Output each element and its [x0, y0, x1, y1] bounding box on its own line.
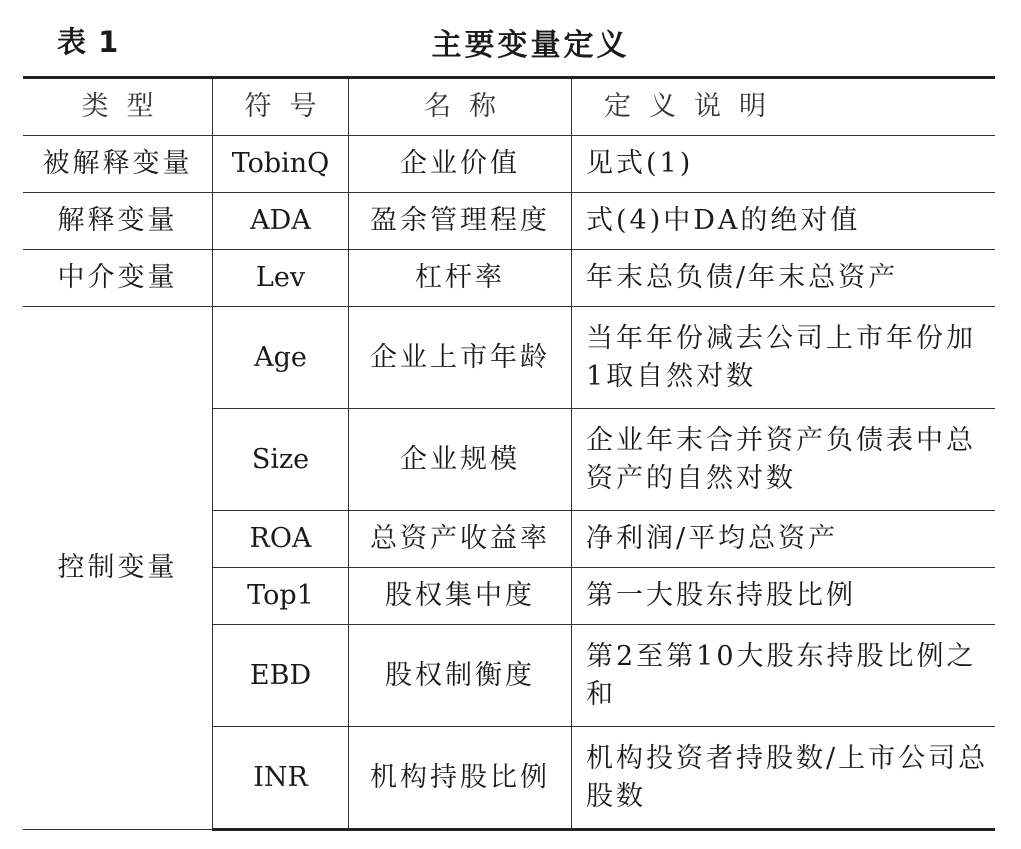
cell-symbol: EBD [213, 625, 349, 727]
table-row [23, 193, 995, 250]
cell-definition: 式(4)中DA的绝对值 [572, 193, 996, 250]
cell-symbol: INR [213, 727, 349, 830]
cell-symbol: Age [213, 307, 349, 409]
cell-symbol: Size [213, 409, 349, 511]
table-title: 主要变量定义 [431, 28, 630, 63]
cell-name: 盈余管理程度 [349, 193, 572, 250]
header-name: 名称 [349, 78, 572, 136]
cell-name: 企业价值 [349, 136, 572, 193]
cell-type: 解释变量 [23, 193, 213, 250]
cell-name: 杠杆率 [349, 250, 572, 307]
table-row [23, 307, 995, 409]
header-definition: 定义说明 [572, 78, 996, 136]
table-row [23, 250, 995, 307]
cell-definition: 第2至第10大股东持股比例之和 [572, 625, 996, 727]
cell-definition: 见式(1) [572, 136, 996, 193]
cell-symbol: ADA [213, 193, 349, 250]
cell-name: 股权集中度 [349, 568, 572, 625]
cell-symbol: Lev [213, 250, 349, 307]
cell-name: 股权制衡度 [349, 625, 572, 727]
cell-symbol: TobinQ [213, 136, 349, 193]
cell-definition: 年末总负债/年末总资产 [572, 250, 996, 307]
table-header [0, 0, 1021, 76]
table-label: 表 1 [57, 25, 120, 59]
cell-name: 企业上市年龄 [349, 307, 572, 409]
header-row [23, 78, 995, 136]
cell-definition: 第一大股东持股比例 [572, 568, 996, 625]
header-symbol: 符号 [213, 78, 349, 136]
cell-type-control: 控制变量 [23, 307, 213, 830]
cell-name: 机构持股比例 [349, 727, 572, 830]
table-row [23, 136, 995, 193]
cell-type: 中介变量 [23, 250, 213, 307]
cell-name: 总资产收益率 [349, 511, 572, 568]
cell-type: 被解释变量 [23, 136, 213, 193]
cell-definition: 净利润/平均总资产 [572, 511, 996, 568]
cell-definition: 企业年末合并资产负债表中总资产的自然对数 [572, 409, 996, 511]
cell-definition: 机构投资者持股数/上市公司总股数 [572, 727, 996, 830]
cell-symbol: ROA [213, 511, 349, 568]
cell-symbol: Top1 [213, 568, 349, 625]
cell-definition: 当年年份减去公司上市年份加1取自然对数 [572, 307, 996, 409]
variable-definition-table [23, 76, 995, 831]
cell-name: 企业规模 [349, 409, 572, 511]
header-type: 类型 [23, 78, 213, 136]
